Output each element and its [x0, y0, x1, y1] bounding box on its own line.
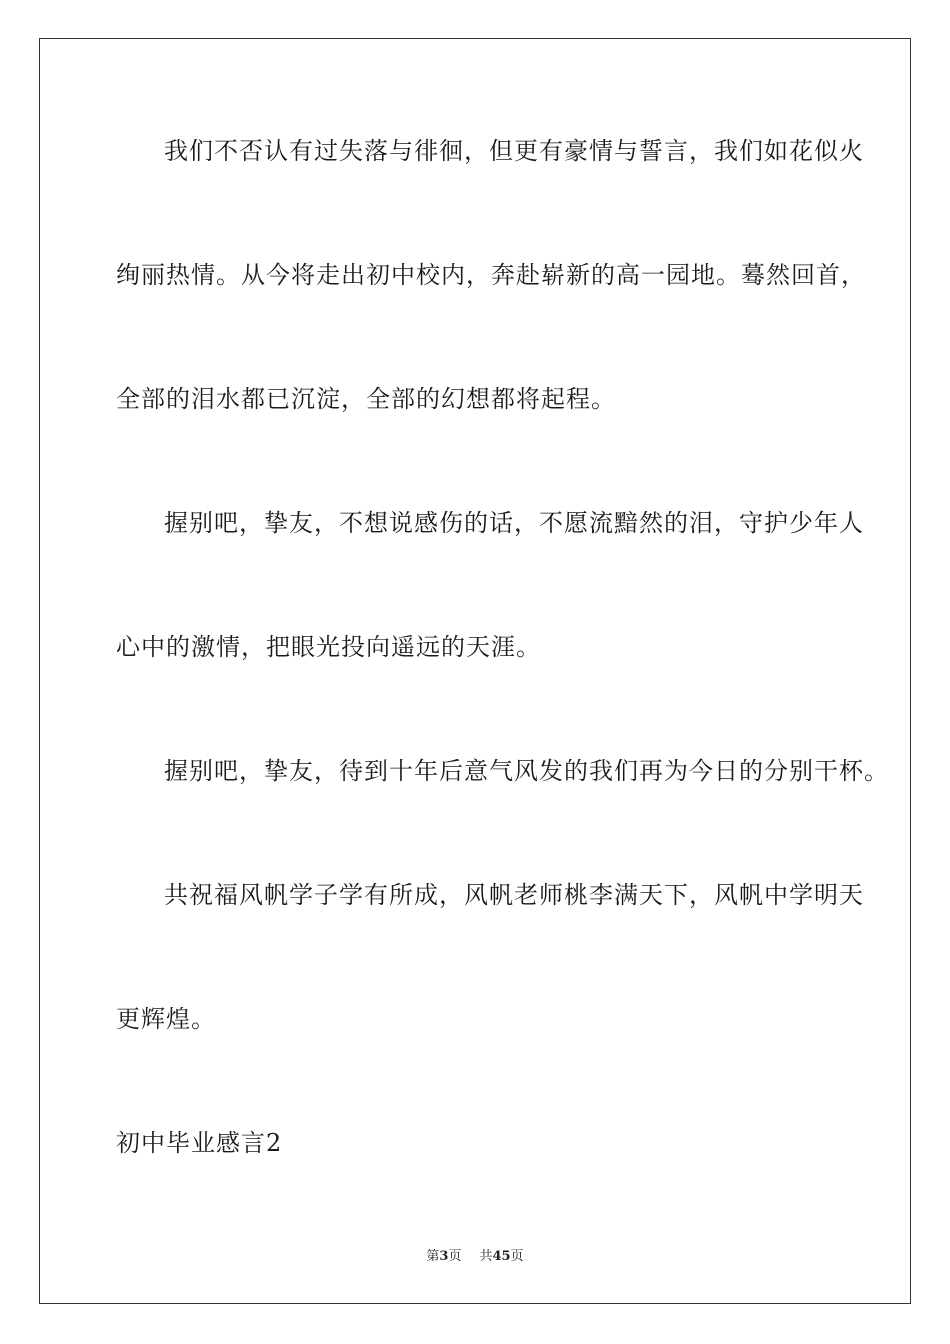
paragraph-4-line-1: 共祝福风帆学子学有所成，风帆老师桃李满天下，风帆中学明天 [164, 881, 864, 909]
footer-page-prefix: 第 [426, 1249, 440, 1264]
footer-page-number: 3 [439, 1249, 449, 1264]
paragraph-4-line-2: 更辉煌。 [116, 1005, 216, 1033]
page-border [39, 38, 911, 1304]
paragraph-1-line-2: 绚丽热情。从今将走出初中校内，奔赴崭新的高一园地。蓦然回首， [116, 261, 866, 289]
paragraph-1-line-3: 全部的泪水都已沉淀，全部的幻想都将起程。 [116, 385, 616, 413]
footer-page-suffix: 页 [448, 1249, 462, 1264]
paragraph-3-line-1: 握别吧，挚友，待到十年后意气风发的我们再为今日的分别干杯。 [164, 757, 889, 785]
section-heading: 初中毕业感言2 [116, 1129, 283, 1157]
page-footer [0, 1248, 950, 1266]
paragraph-2-line-1: 握别吧，挚友，不想说感伤的话，不愿流黯然的泪，守护少年人 [164, 509, 864, 537]
footer-total-suffix: 页 [510, 1249, 524, 1264]
paragraph-1-line-1: 我们不否认有过失落与徘徊，但更有豪情与誓言，我们如花似火 [164, 137, 864, 165]
footer-total-prefix: 共 [479, 1249, 493, 1264]
paragraph-2-line-2: 心中的激情，把眼光投向遥远的天涯。 [116, 633, 541, 661]
footer-total-pages: 45 [492, 1249, 511, 1264]
